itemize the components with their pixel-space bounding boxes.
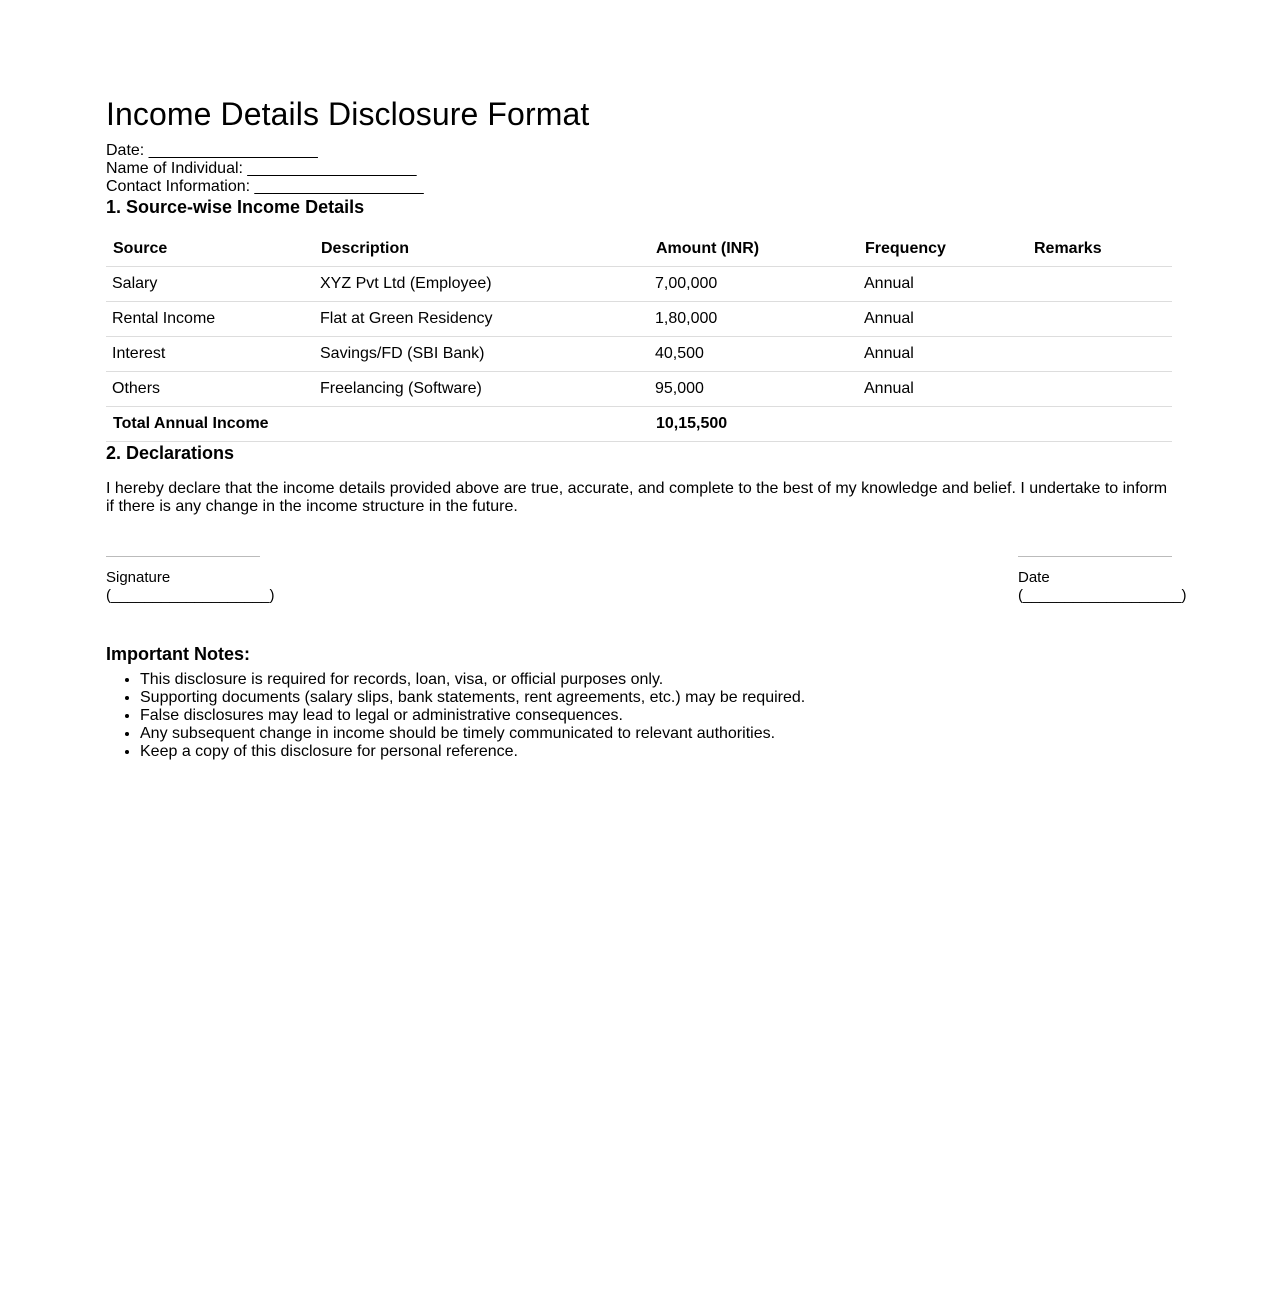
table-row bbox=[106, 302, 1172, 337]
signature-row bbox=[106, 556, 1187, 612]
date-field: Date: ___________________ bbox=[106, 142, 318, 159]
date-signature-label: Date bbox=[1018, 569, 1050, 586]
notes-list bbox=[106, 671, 1172, 761]
header-description: Description bbox=[314, 232, 649, 267]
name-field: Name of Individual: ___________________ bbox=[106, 160, 417, 177]
header-source: Source bbox=[106, 232, 314, 267]
section-heading-declarations: 2. Declarations bbox=[106, 443, 235, 463]
income-table bbox=[106, 232, 1172, 442]
contact-field: Contact Information: ___________________ bbox=[106, 178, 424, 195]
cell-frequency: Annual bbox=[858, 267, 1027, 302]
cell-description: Flat at Green Residency bbox=[314, 302, 649, 337]
date-signature-block bbox=[1018, 556, 1187, 605]
signature-label: Signature bbox=[106, 569, 171, 586]
list-item: • Any subsequent change in income should be timely communicated to relevant authorities. bbox=[140, 725, 1172, 743]
document-title: Income Details Disclosure Format bbox=[106, 96, 590, 132]
cell-remarks bbox=[1027, 372, 1172, 407]
cell-empty bbox=[858, 407, 1027, 442]
declaration-text: I hereby declare that the income details provided above are true, accurate, and complete to the best of my knowledge and belief. I undertake to inform if there is any change in the income structure in the future. bbox=[106, 480, 1168, 515]
list-item: • Keep a copy of this disclosure for personal reference. bbox=[140, 743, 1172, 761]
total-label: Total Annual Income bbox=[106, 407, 314, 442]
list-item: • False disclosures may lead to legal or administrative consequences. bbox=[140, 707, 1172, 725]
cell-amount: 40,500 bbox=[649, 337, 858, 372]
section-heading-income: 1. Source-wise Income Details bbox=[106, 197, 365, 217]
total-amount: 10,15,500 bbox=[649, 407, 858, 442]
list-item: • This disclosure is required for records, loan, visa, or official purposes only. bbox=[140, 671, 1172, 689]
cell-description: XYZ Pvt Ltd (Employee) bbox=[314, 267, 649, 302]
cell-frequency: Annual bbox=[858, 372, 1027, 407]
cell-source: Rental Income bbox=[106, 302, 314, 337]
cell-amount: 7,00,000 bbox=[649, 267, 858, 302]
list-item: • Supporting documents (salary slips, bank statements, rent agreements, etc.) may be required. bbox=[140, 689, 1172, 707]
cell-amount: 1,80,000 bbox=[649, 302, 858, 337]
cell-frequency: Annual bbox=[858, 337, 1027, 372]
cell-remarks bbox=[1027, 337, 1172, 372]
notes-heading: Important Notes: bbox=[106, 644, 250, 664]
header-amount: Amount (INR) bbox=[649, 232, 858, 267]
cell-source: Others bbox=[106, 372, 314, 407]
signature-blank: (___________________) bbox=[106, 587, 275, 604]
header-frequency: Frequency bbox=[858, 232, 1027, 267]
total-row bbox=[106, 407, 1172, 442]
header-remarks: Remarks bbox=[1027, 232, 1172, 267]
cell-source: Salary bbox=[106, 267, 314, 302]
signature-block bbox=[106, 556, 275, 605]
table-row bbox=[106, 337, 1172, 372]
table-row bbox=[106, 267, 1172, 302]
cell-description: Savings/FD (SBI Bank) bbox=[314, 337, 649, 372]
cell-empty bbox=[314, 407, 649, 442]
cell-source: Interest bbox=[106, 337, 314, 372]
cell-remarks bbox=[1027, 302, 1172, 337]
cell-amount: 95,000 bbox=[649, 372, 858, 407]
cell-description: Freelancing (Software) bbox=[314, 372, 649, 407]
cell-remarks bbox=[1027, 267, 1172, 302]
meta-block bbox=[106, 142, 1172, 196]
table-row bbox=[106, 372, 1172, 407]
cell-frequency: Annual bbox=[858, 302, 1027, 337]
document-page bbox=[106, 94, 1187, 761]
cell-empty bbox=[1027, 407, 1172, 442]
date-signature-blank: (___________________) bbox=[1018, 587, 1187, 604]
table-header-row bbox=[106, 232, 1172, 267]
